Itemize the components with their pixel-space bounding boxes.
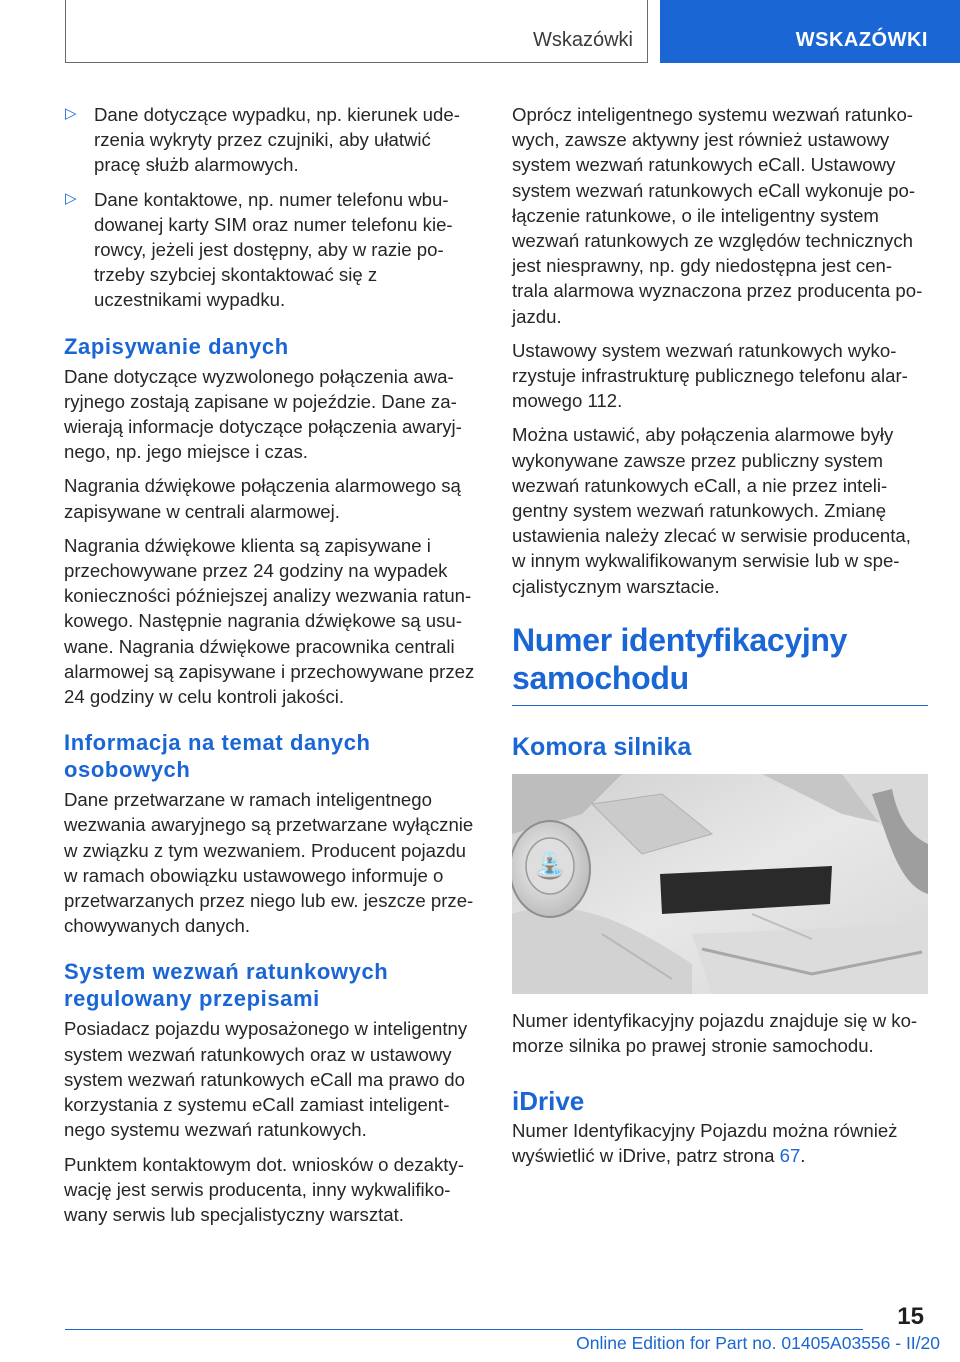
paragraph: Oprócz inteligentnego systemu wezwań ratunko‐ wych, zawsze aktywny jest również ustawowy system wezwań ratunkowych eCall. Ustawowy system wezwań ratunkowych eCall wykonuje po‐ łączenie ratunkowe, o ile inteligentny system wezwań ratunkowych ze względów technicznych jest niesprawny, np. gdy niedostępna jest cen‐ trala alarmowa wyznaczona przez producenta po‐ jazdu. bbox=[512, 104, 923, 327]
list-item bbox=[64, 187, 482, 313]
image-caption: Numer identyfikacyjny pojazdu znajduje się w ko‐ morze silnika po prawej stronie samochodu. bbox=[512, 1009, 918, 1057]
paragraph: Nagrania dźwiękowe połączenia alarmowego są zapisywane w centrali alarmowej. bbox=[64, 475, 461, 522]
section-heading-idrive: iDrive bbox=[512, 1086, 585, 1117]
paragraph: Punktem kontaktowym dot. wniosków o dezakty‐ wację jest serwis producenta, inny wykwalifiko‐ wany serwis lub specjalistyczny warsztat. bbox=[64, 1153, 464, 1225]
list-item bbox=[64, 102, 482, 178]
engine-compartment-image bbox=[512, 774, 928, 994]
idrive-text-end: . bbox=[800, 1145, 806, 1167]
triangle-bullet-icon: ▷ bbox=[65, 105, 77, 122]
section-heading-data-storage: Zapisywanie danych bbox=[64, 333, 289, 359]
triangle-bullet-icon: ▷ bbox=[65, 189, 77, 207]
paragraph: Dane przetwarzane w ramach inteligentnego wezwania awaryjnego są przetwarzane wyłącznie w związku z tym wezwaniem. Producent pojazdu w ramach obowiązku ustawowego informuje o przetwarzanych przez niego lub ew. jeszcze prze‐ chowywanych danych. bbox=[64, 789, 474, 937]
left-column bbox=[64, 102, 482, 1236]
header-chapter-tab-label: WSKAZÓWKI bbox=[795, 29, 928, 51]
page-number: 15 bbox=[897, 1303, 924, 1330]
bullet-text: Dane dotyczące wypadku, np. kierunek ude‐ rzenia wykryty przez czujniki, aby ułatwić pracę służb alarmowych. bbox=[94, 104, 460, 176]
section-heading-engine-compartment: Komora silnika bbox=[512, 732, 692, 761]
paragraph: Ustawowy system wezwań ratunkowych wyko‐ rzystuje infrastrukturę publicznego telefonu alar‐ mowego 112. bbox=[512, 339, 908, 412]
section-heading-personal-data: Informacja na temat danych osobowych bbox=[64, 730, 371, 783]
idrive-text: Numer Identyfikacyjny Pojazdu można również wyświetlić w iDrive, patrz strona bbox=[512, 1120, 898, 1167]
bullet-text: Dane kontaktowe, np. numer telefonu wbu‐ dowanej karty SIM oraz numer telefonu kie‐ rowcy, jeżeli jest dostępny, aby w razie po‐ trzeby szybciej skontaktować się z uczestnikami wypadku. bbox=[94, 188, 453, 311]
header-section-box bbox=[65, 0, 648, 63]
paragraph-idrive bbox=[512, 1118, 928, 1168]
page-reference-link[interactable]: 67 bbox=[779, 1145, 801, 1167]
paragraph: Można ustawić, aby połączenia alarmowe były wykonywane zawsze przez publiczny system wezwań ratunkowych eCall, a nie przez inteli‐ gentny system wezwań ratunkowych. Zmianę ustawienia należy zlecać w serwisie producenta, w innym wykwalifikowanym serwisie lub w spe‐ cjalistycznym warsztacie. bbox=[512, 424, 911, 597]
footer-divider bbox=[65, 1329, 863, 1330]
chapter-heading-vin: Numer identyfikacyjny samochodu bbox=[512, 621, 928, 706]
paragraph: Dane dotyczące wyzwolonego połączenia awa‐ ryjnego zostają zapisane w pojeździe. Dane za‐ wierają informacje dotyczące połączenia awaryj‐ nego, np. jego miejsce i czas. bbox=[64, 365, 462, 463]
paragraph: Nagrania dźwiękowe klienta są zapisywane i przechowywane przez 24 godziny na wypadek konieczności późniejszej analizy wezwania ratun‐ kowego. Następnie nagrania dźwiękowe są usu‐ wane. Nagrania dźwiękowe pracownika centrali alarmowej są zapisywane i przechowywane przez 24 godziny w celu kontroli jakości. bbox=[64, 534, 475, 708]
header-chapter-tab[interactable] bbox=[660, 0, 960, 63]
section-heading-statutory-ecall: System wezwań ratunkowych regulowany przepisami bbox=[64, 959, 389, 1012]
svg-text:⛲: ⛲ bbox=[533, 850, 567, 881]
header-section-title: Wskazówki bbox=[532, 29, 633, 51]
right-column bbox=[512, 102, 928, 1178]
paragraph: Posiadacz pojazdu wyposażonego w inteligentny system wezwań ratunkowych oraz w ustawowy system wezwań ratunkowych eCall ma prawo do korzystania z systemu eCall zamiast inteligent‐ nego systemu wezwań ratunkowych. bbox=[64, 1018, 468, 1141]
footer-edition-text: Online Edition for Part no. 01405A03556 - II/20 bbox=[576, 1333, 940, 1353]
